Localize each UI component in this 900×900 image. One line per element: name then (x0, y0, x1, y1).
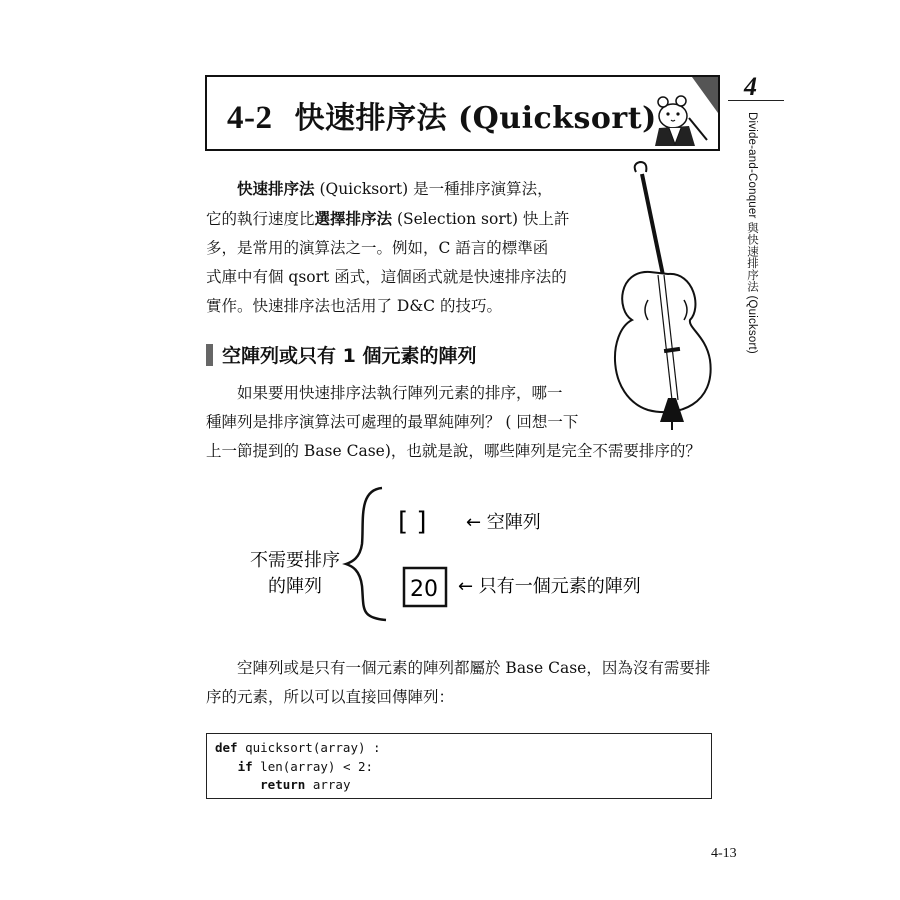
curly-brace (346, 488, 386, 620)
single-element-value: 20 (410, 577, 438, 602)
intro-line: 快速排序法 (Quicksort) 是一種排序演算法， (237, 179, 553, 198)
chapter-number: 4 (744, 72, 757, 101)
page-number: 4-13 (711, 846, 737, 861)
section-number: 4-2 (227, 100, 273, 136)
empty-array: [ ] (398, 507, 427, 537)
section-paragraph (206, 379, 701, 466)
code-line-3: return array (260, 777, 351, 792)
section-line: 上一節提到的 Base Case)，也就是說，哪些陣列是完全不需要排序的？ (206, 442, 701, 460)
section-title-text: 快速排序法 (Quicksort) (294, 101, 657, 136)
intro-line: 式庫中有個 qsort 函式，這個函式就是快速排序法的 (206, 268, 567, 286)
conclusion-line: 序的元素，所以可以直接回傳陣列： (206, 688, 455, 706)
code-line-1: def quicksort(array) : (215, 740, 381, 755)
intro-line: 它的執行速度比選擇排序法 (Selection sort) 快上許 (206, 209, 570, 228)
section-title (227, 93, 657, 137)
intro-paragraph (206, 174, 586, 321)
diagram-left-label-1: 不需要排序 (250, 550, 340, 571)
subsection-heading-text: 空陣列或只有 1 個元素的陣列 (222, 345, 477, 367)
empty-array-label: ← 空陣列 (466, 512, 541, 533)
intro-line: 實作。快速排序法也活用了 D&C 的技巧。 (206, 297, 502, 315)
section-line: 種陣列是排序演算法可處理的最單純陣列？ ( 回想一下 (206, 413, 579, 431)
conclusion-line: 空陣列或是只有一個元素的陣列都屬於 Base Case，因為沒有需要排 (206, 659, 711, 677)
chapter-side-title: Divide-and-Conquer 與快速排序法 (Quicksort) (746, 112, 758, 354)
heading-bar (206, 344, 213, 366)
conclusion-paragraph (206, 654, 710, 712)
code-line-2: if len(array) < 2: (237, 758, 374, 774)
code-block (206, 733, 712, 799)
chapter-rule (728, 100, 784, 101)
single-element-label: ← 只有一個元素的陣列 (458, 576, 641, 597)
subsection-heading (206, 341, 476, 368)
base-case-diagram (240, 482, 680, 622)
diagram-left-label-2: 的陣列 (268, 576, 322, 597)
rat-illustration (635, 88, 715, 148)
section-line: 如果要用快速排序法執行陣列元素的排序，哪一 (206, 384, 563, 402)
intro-line: 多，是常用的演算法之一。例如，C 語言的標準函 (206, 239, 549, 257)
